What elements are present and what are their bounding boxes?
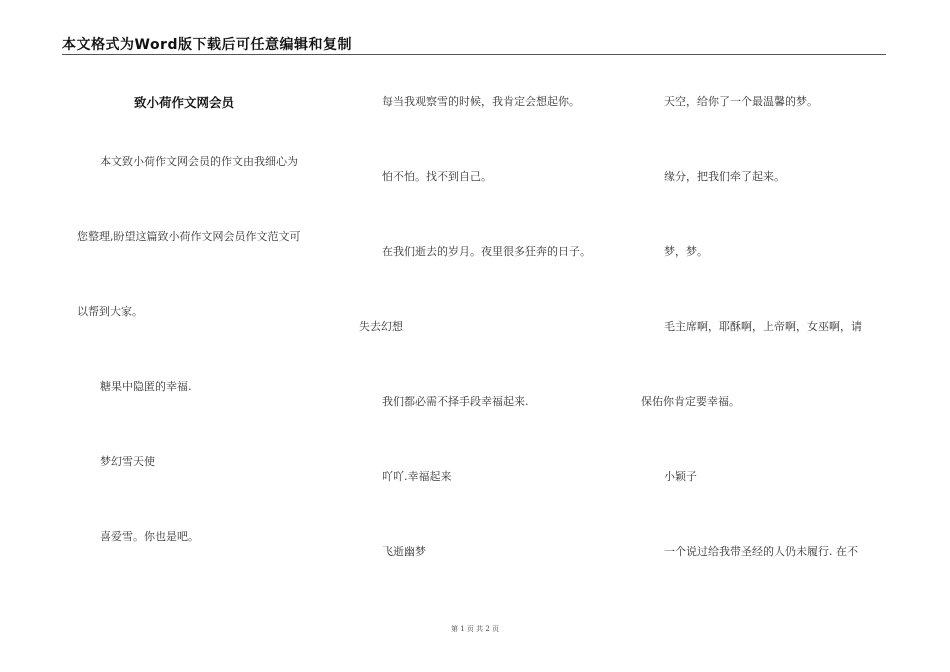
paragraph-line: 缘分，把我们牵了起来。	[664, 170, 785, 183]
paragraph-line: 梦，梦。	[664, 245, 708, 258]
paragraph-line: 梦幻雪天使	[100, 455, 155, 468]
paragraph-line: 小颖子	[664, 470, 697, 483]
paragraph-line: 您整理,盼望这篇致小荷作文网会员作文范文可	[77, 230, 301, 243]
paragraph-line: 吖吖.幸福起来	[382, 470, 452, 483]
paragraph-line: 本文致小荷作文网会员的作文由我细心为	[100, 155, 298, 168]
paragraph-line: 喜爱雪。你也是吧。	[100, 530, 199, 543]
paragraph-line: 在我们逝去的岁月。夜里很多狂奔的日子。	[382, 245, 591, 258]
document-header-title: 本文格式为Word版下载后可任意编辑和复制	[62, 37, 352, 53]
paragraph-line: 保佑你肯定要幸福。	[641, 395, 740, 408]
paragraph-line: 天空，给你了一个最温馨的梦。	[664, 95, 818, 108]
paragraph-line: 怕不怕。找不到自己。	[382, 170, 492, 183]
article-title: 致小荷作文网会员	[134, 95, 235, 110]
paragraph-line: 以帮到大家。	[77, 305, 143, 318]
paragraph-line: 一个说过给我带圣经的人仍未履行. 在不	[664, 545, 858, 558]
paragraph-line: 我们都必需不择手段幸福起来.	[382, 395, 529, 408]
paragraph-line: 毛主席啊，耶酥啊，上帝啊，女巫啊，请	[664, 320, 862, 333]
paragraph-line: 飞逝幽梦	[382, 545, 426, 558]
header-divider	[62, 54, 886, 55]
page-number-footer: 第 1 页 共 2 页	[450, 625, 500, 633]
paragraph-line: 每当我观察雪的时候，我肯定会想起你。	[382, 95, 580, 108]
paragraph-line: 糖果中隐匿的幸福.	[100, 380, 192, 393]
paragraph-line: 失去幻想	[359, 320, 403, 333]
